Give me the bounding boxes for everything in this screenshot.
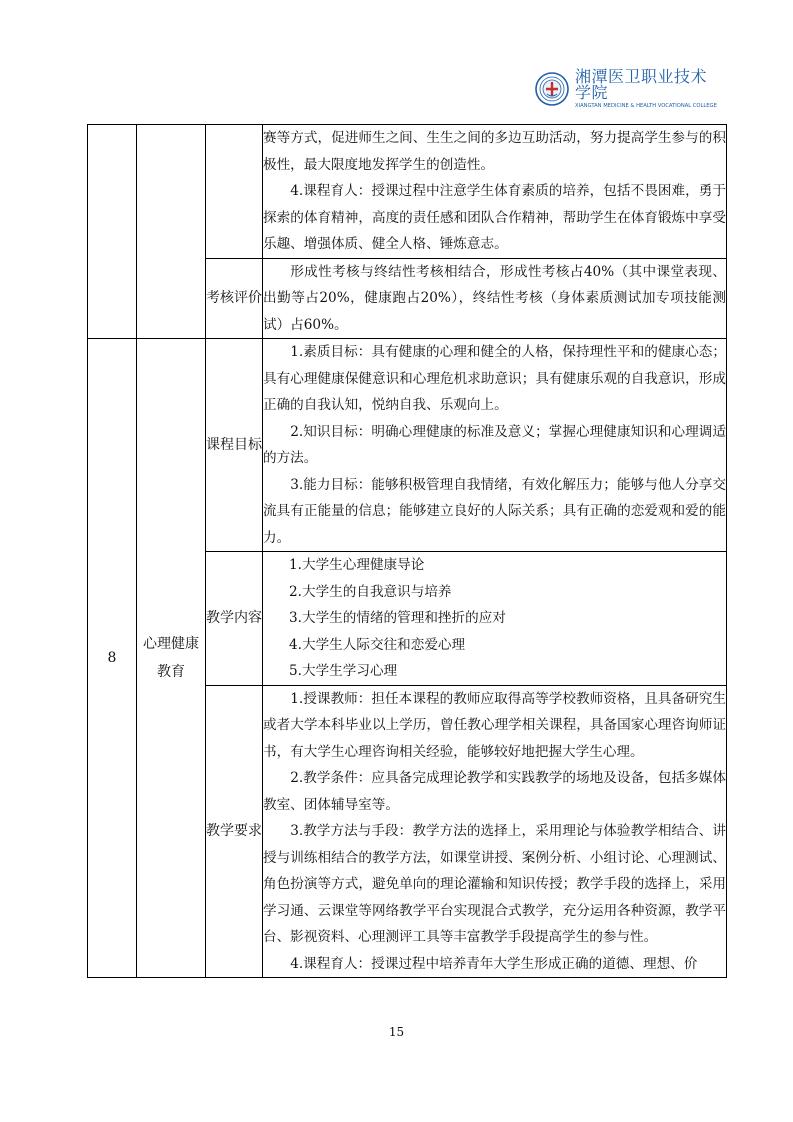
assessment-label: 考核评价 bbox=[206, 258, 263, 339]
content-cell bbox=[263, 552, 727, 686]
assessment-text: 形成性考核与终结性考核相结合，形成性考核占40%（其中课堂表现、出勤等占20%，健康跑占20%），终结性考核（身体素质测试加专项技能测试）占60%。 bbox=[263, 263, 726, 333]
course-name: 心理健康教育 bbox=[137, 339, 206, 978]
logo-college-name: 湘潭医卫职业技术学院 bbox=[575, 66, 708, 102]
content-item: 2.大学生的自我意识与培养 bbox=[289, 583, 452, 600]
prev-course-number-cell bbox=[88, 125, 137, 339]
content-item: 4.大学生人际交往和恋爱心理 bbox=[289, 636, 466, 653]
objectives-cell bbox=[263, 339, 727, 552]
content-paragraph: 4.课程育人：授课过程中注意学生体育素质的培养，包括不畏困难，勇于探索的体育精神，高度的责任感和团队合作精神，帮助学生在体育锻炼中享受乐趣、增强体质、健全人格、锤炼意志。 bbox=[263, 183, 726, 252]
college-emblem-icon bbox=[535, 72, 569, 106]
content-item: 3.大学生的情绪的管理和挫折的应对 bbox=[289, 610, 506, 626]
page-number: 15 bbox=[388, 1025, 405, 1039]
objectives-label: 课程目标 bbox=[206, 339, 263, 552]
college-logo bbox=[535, 68, 715, 110]
content-item: 1.大学生心理健康导论 bbox=[289, 557, 425, 573]
requirement-item: 2.教学条件：应具备完成理论教学和实践教学的场地及设备，包括多媒体教室、团体辅导室等。 bbox=[263, 770, 726, 813]
requirements-cell bbox=[263, 685, 727, 978]
prev-course-name-cell bbox=[137, 125, 206, 339]
objectives-row bbox=[88, 339, 727, 552]
content-label: 教学内容 bbox=[206, 552, 263, 686]
prev-label-cell bbox=[206, 125, 263, 259]
assessment-cell bbox=[263, 258, 727, 339]
continued-content-cell bbox=[263, 125, 727, 259]
logo-college-english-name: XIANGTAN MEDICINE & HEALTH VOCATIONAL COLLEGE bbox=[575, 102, 717, 109]
requirements-label: 教学要求 bbox=[206, 685, 263, 978]
requirement-item: 3.教学方法与手段：教学方法的选择上，采用理论与体验教学相结合、讲授与训练相结合的教学方法，如课堂讲授、案例分析、小组讨论、心理测试、角色扮演等方式，避免单向的理论灌输和知识传授；教学手段的选择上，采用学习通、云课堂等网络教学平台实现混合式教学，充分运用各种资源，教学平台、影视资料、心理测评工具等丰富教学手段提高学生的参与性。 bbox=[263, 823, 726, 945]
requirement-item: 4.课程育人：授课过程中培养青年大学生形成正确的道德、理想、价 bbox=[290, 955, 698, 972]
content-paragraph: 赛等方式，促进师生之间、生生之间的多边互助活动，努力提高学生参与的积极性，最大限度地发挥学生的创造性。 bbox=[263, 130, 726, 173]
objective-item: 1.素质目标：具有健康的心理和健全的人格，保持理性平和的健康心态；具有心理健康保健意识和心理危机求助意识；具有健康乐观的自我意识，形成正确的自我认知，悦纳自我、乐观向上。 bbox=[263, 344, 726, 413]
objective-item: 3.能力目标：能够积极管理自我情绪，有效化解压力；能够与他人分享交流具有正能量的信息；能够建立良好的人际关系；具有正确的恋爱观和爱的能力。 bbox=[263, 476, 726, 546]
requirement-item: 1.授课教师：担任本课程的教师应取得高等学校教师资格，且具备研究生或者大学本科毕业以上学历，曾任教心理学相关课程，具备国家心理咨询师证书，有大学生心理咨询相关经验，能够较好地把握大学生心理。 bbox=[263, 690, 726, 760]
course-table bbox=[87, 124, 727, 978]
course-number: 8 bbox=[88, 339, 137, 978]
continued-content-row bbox=[88, 125, 727, 259]
objective-item: 2.知识目标：明确心理健康的标准及意义；掌握心理健康知识和心理调适的方法。 bbox=[263, 423, 726, 466]
content-item: 5.大学生学习心理 bbox=[289, 663, 398, 679]
